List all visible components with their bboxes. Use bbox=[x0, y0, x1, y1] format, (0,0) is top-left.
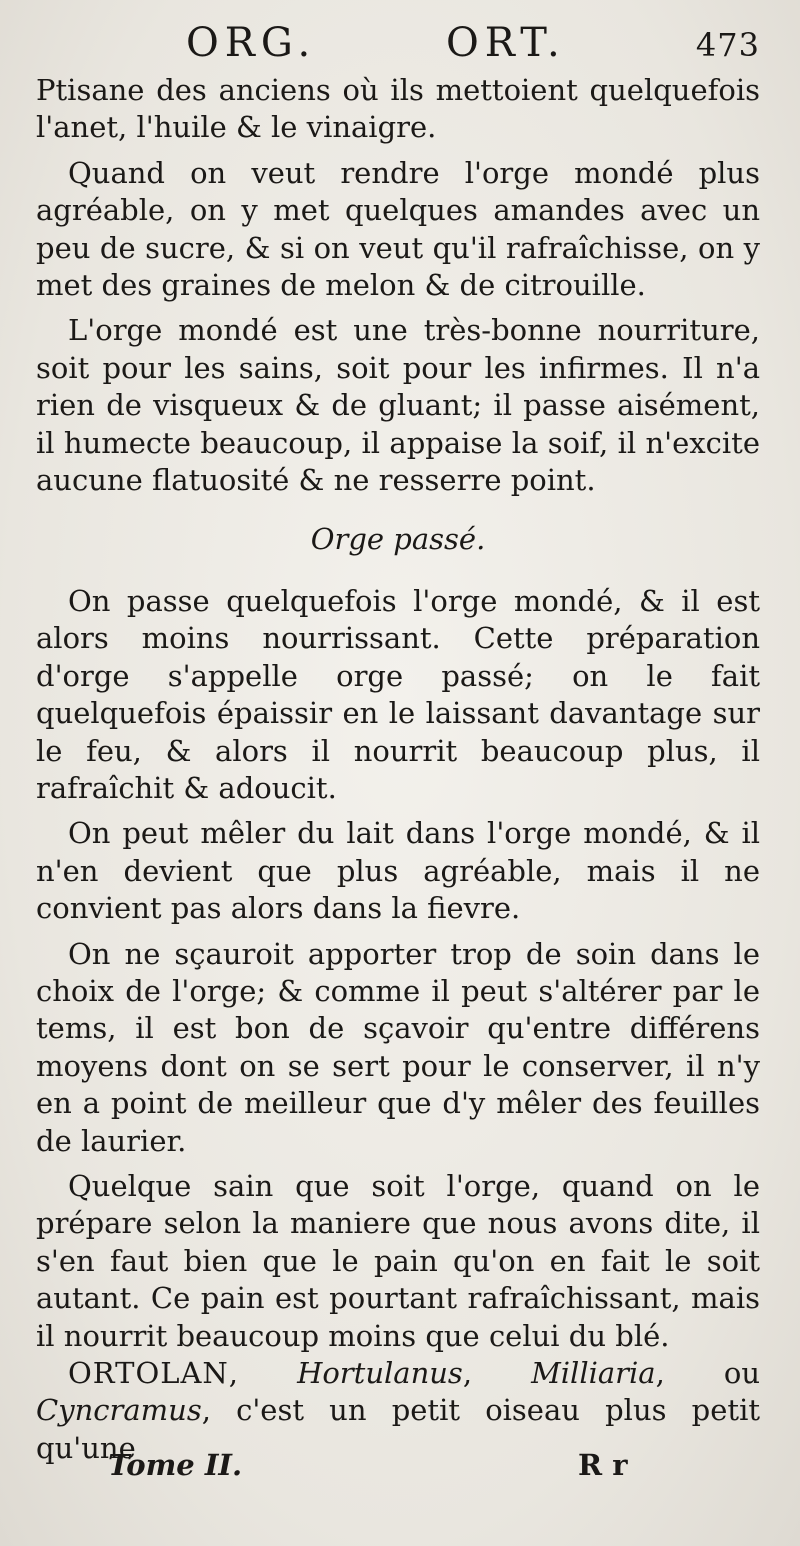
entry-text: , c'est un petit oiseau plus petit qu'une bbox=[36, 1393, 760, 1465]
page-body bbox=[36, 72, 760, 1467]
paragraph: Quelque sain que soit l'orge, quand on le prépare selon la maniere que nous avons dite, il s'en faut bien que le pain qu'on en fait le soit autant. Ce pain est pourtant rafraîchissant, mais il nourrit beaucoup moins que celui du blé. bbox=[36, 1168, 760, 1353]
paragraph: Ptisane des anciens où ils mettoient quelquefois l'anet, l'huile & le vinaigre. bbox=[36, 73, 760, 145]
signature-mark: R r bbox=[578, 1448, 628, 1482]
paragraph: On passe quelquefois l'orge mondé, & il est alors moins nourrissant. Cette préparation d'orge s'appelle orge passé; on le fait quelquefois épaissir en le laissant davantage sur le feu, & alors il nourrit beaucoup plus, il rafraîchit & adoucit. bbox=[36, 583, 760, 805]
volume-label: Tome II. bbox=[108, 1448, 243, 1482]
section-heading: Orge passé. bbox=[310, 522, 486, 557]
entry-latin-name: Cyncramus bbox=[36, 1393, 202, 1428]
header-left: ORG. bbox=[186, 20, 317, 66]
page-number: 473 bbox=[695, 26, 760, 64]
dictionary-entry: ORTOLAN, Hortulanus, Milliaria, ou Cyncramus, c'est un petit oiseau plus petit qu'une bbox=[36, 1356, 760, 1465]
page-footer bbox=[108, 1448, 648, 1482]
paragraph: On ne sçauroit apporter trop de soin dans le choix de l'orge; & comme il peut s'altérer par le tems, il est bon de sçavoir qu'entre différens moyens dont on se sert pour le conserver, il n'y en a point de meilleur que d'y mêler des feuilles de laurier. bbox=[36, 936, 760, 1158]
entry-latin-name: Hortulanus bbox=[297, 1356, 463, 1390]
header-right: ORT. bbox=[446, 20, 566, 66]
paragraph: On peut mêler du lait dans l'orge mondé, & il n'en devient que plus agréable, mais il ne convient pas alors dans la fievre. bbox=[36, 816, 760, 926]
entry-latin-name: Milliaria bbox=[531, 1356, 656, 1390]
running-header bbox=[36, 14, 760, 72]
entry-conjunction: ou bbox=[723, 1356, 760, 1390]
paragraph: L'orge mondé est une très-bonne nourriture, soit pour les sains, soit pour les infirmes. Il n'a rien de visqueux & de gluant; il passe aisément, il humecte beaucoup, il appaise la soif, il n'excite aucune flatuosité & ne resserre point. bbox=[36, 313, 760, 498]
paragraph: Quand on veut rendre l'orge mondé plus agréable, on y met quelques amandes avec un peu de sucre, & si on veut qu'il rafraîchisse, on y met des graines de melon & de citrouille. bbox=[36, 155, 760, 303]
entry-headword: ORTOLAN bbox=[68, 1356, 229, 1390]
